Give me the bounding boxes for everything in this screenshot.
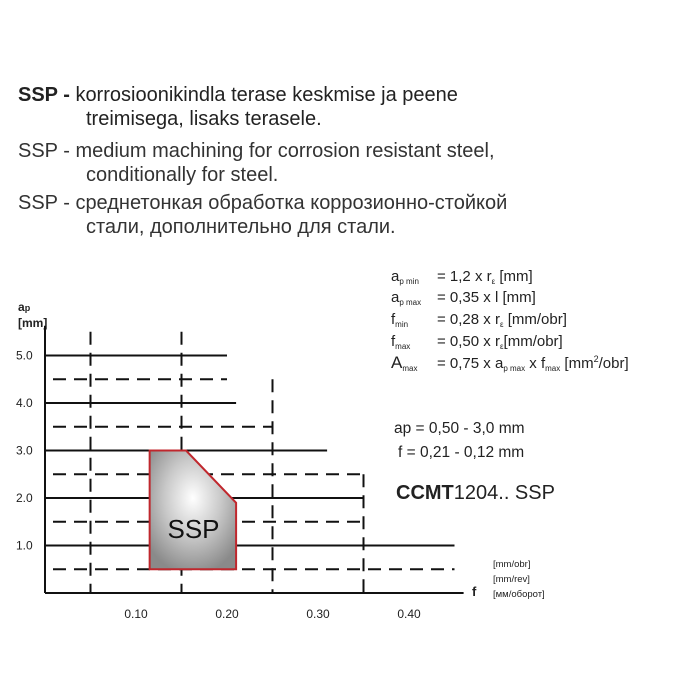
x-tick-label: 0.20 — [215, 607, 239, 621]
y-tick-label: 2.0 — [16, 491, 33, 505]
y-tick-label: 1.0 — [16, 538, 33, 553]
region-label: SSP — [167, 514, 220, 544]
formula-row: $f_{max} = 0,50$ x $r_\varepsilon[mm/obr]$ — [391, 333, 563, 351]
desc-line: medium machining for corrosion resistant steel, — [75, 140, 495, 162]
formula-row: $a_{p min} = 1,2$ x $r_\varepsilon$ [mm] — [391, 268, 533, 286]
formula-row: $a_{p max} = 0,35$ x l [mm] — [391, 289, 536, 307]
desc-line: treimisega, lisaks terasele. — [86, 108, 322, 130]
x-tick-label: 0.30 — [306, 607, 330, 621]
desc-line: среднетонкая обработка коррозионно-стойкой — [75, 192, 508, 214]
x-axis-label: f — [472, 584, 477, 599]
x-tick-label: 0.10 — [124, 607, 148, 621]
x-tick-label: 0.40 — [397, 607, 421, 621]
tool-code-rest: 1204.. SSP — [453, 482, 555, 504]
x-unit: [mm/obr] — [493, 559, 531, 570]
desc-line: стали, дополнительно для стали. — [86, 216, 396, 238]
operating-region — [150, 451, 236, 570]
ap-range: ap = 0,50 - 3,0 mm — [394, 420, 525, 437]
f-range: f = 0,21 - 0,12 mm — [398, 444, 525, 461]
series-code: SSP - — [18, 140, 70, 162]
y-axis-label: ap — [18, 300, 31, 314]
y-tick-label: 4.0 — [16, 396, 33, 410]
y-tick-label: 5.0 — [16, 348, 33, 363]
desc-line: conditionally for steel. — [86, 164, 279, 186]
formula-amax: $A_{max} = 0,75$ x $a_{p max}$ x $f_{max}$ $[mm^2/obr]$ — [391, 353, 629, 373]
formula-row: $f_{min} = 0,28$ x $r_\varepsilon$ [mm/obr] — [391, 311, 567, 329]
x-unit: [mm/rev] — [493, 574, 530, 585]
series-code: SSP - — [18, 84, 70, 106]
x-unit: [мм/оборот] — [493, 589, 545, 600]
y-tick-label: 3.0 — [16, 443, 33, 458]
y-axis-unit: [mm] — [18, 316, 48, 330]
desc-line: korrosioonikindla terase keskmise ja peene — [75, 84, 458, 106]
tool-code-bold: CCMT — [396, 482, 454, 504]
series-code: SSP - — [18, 192, 70, 214]
